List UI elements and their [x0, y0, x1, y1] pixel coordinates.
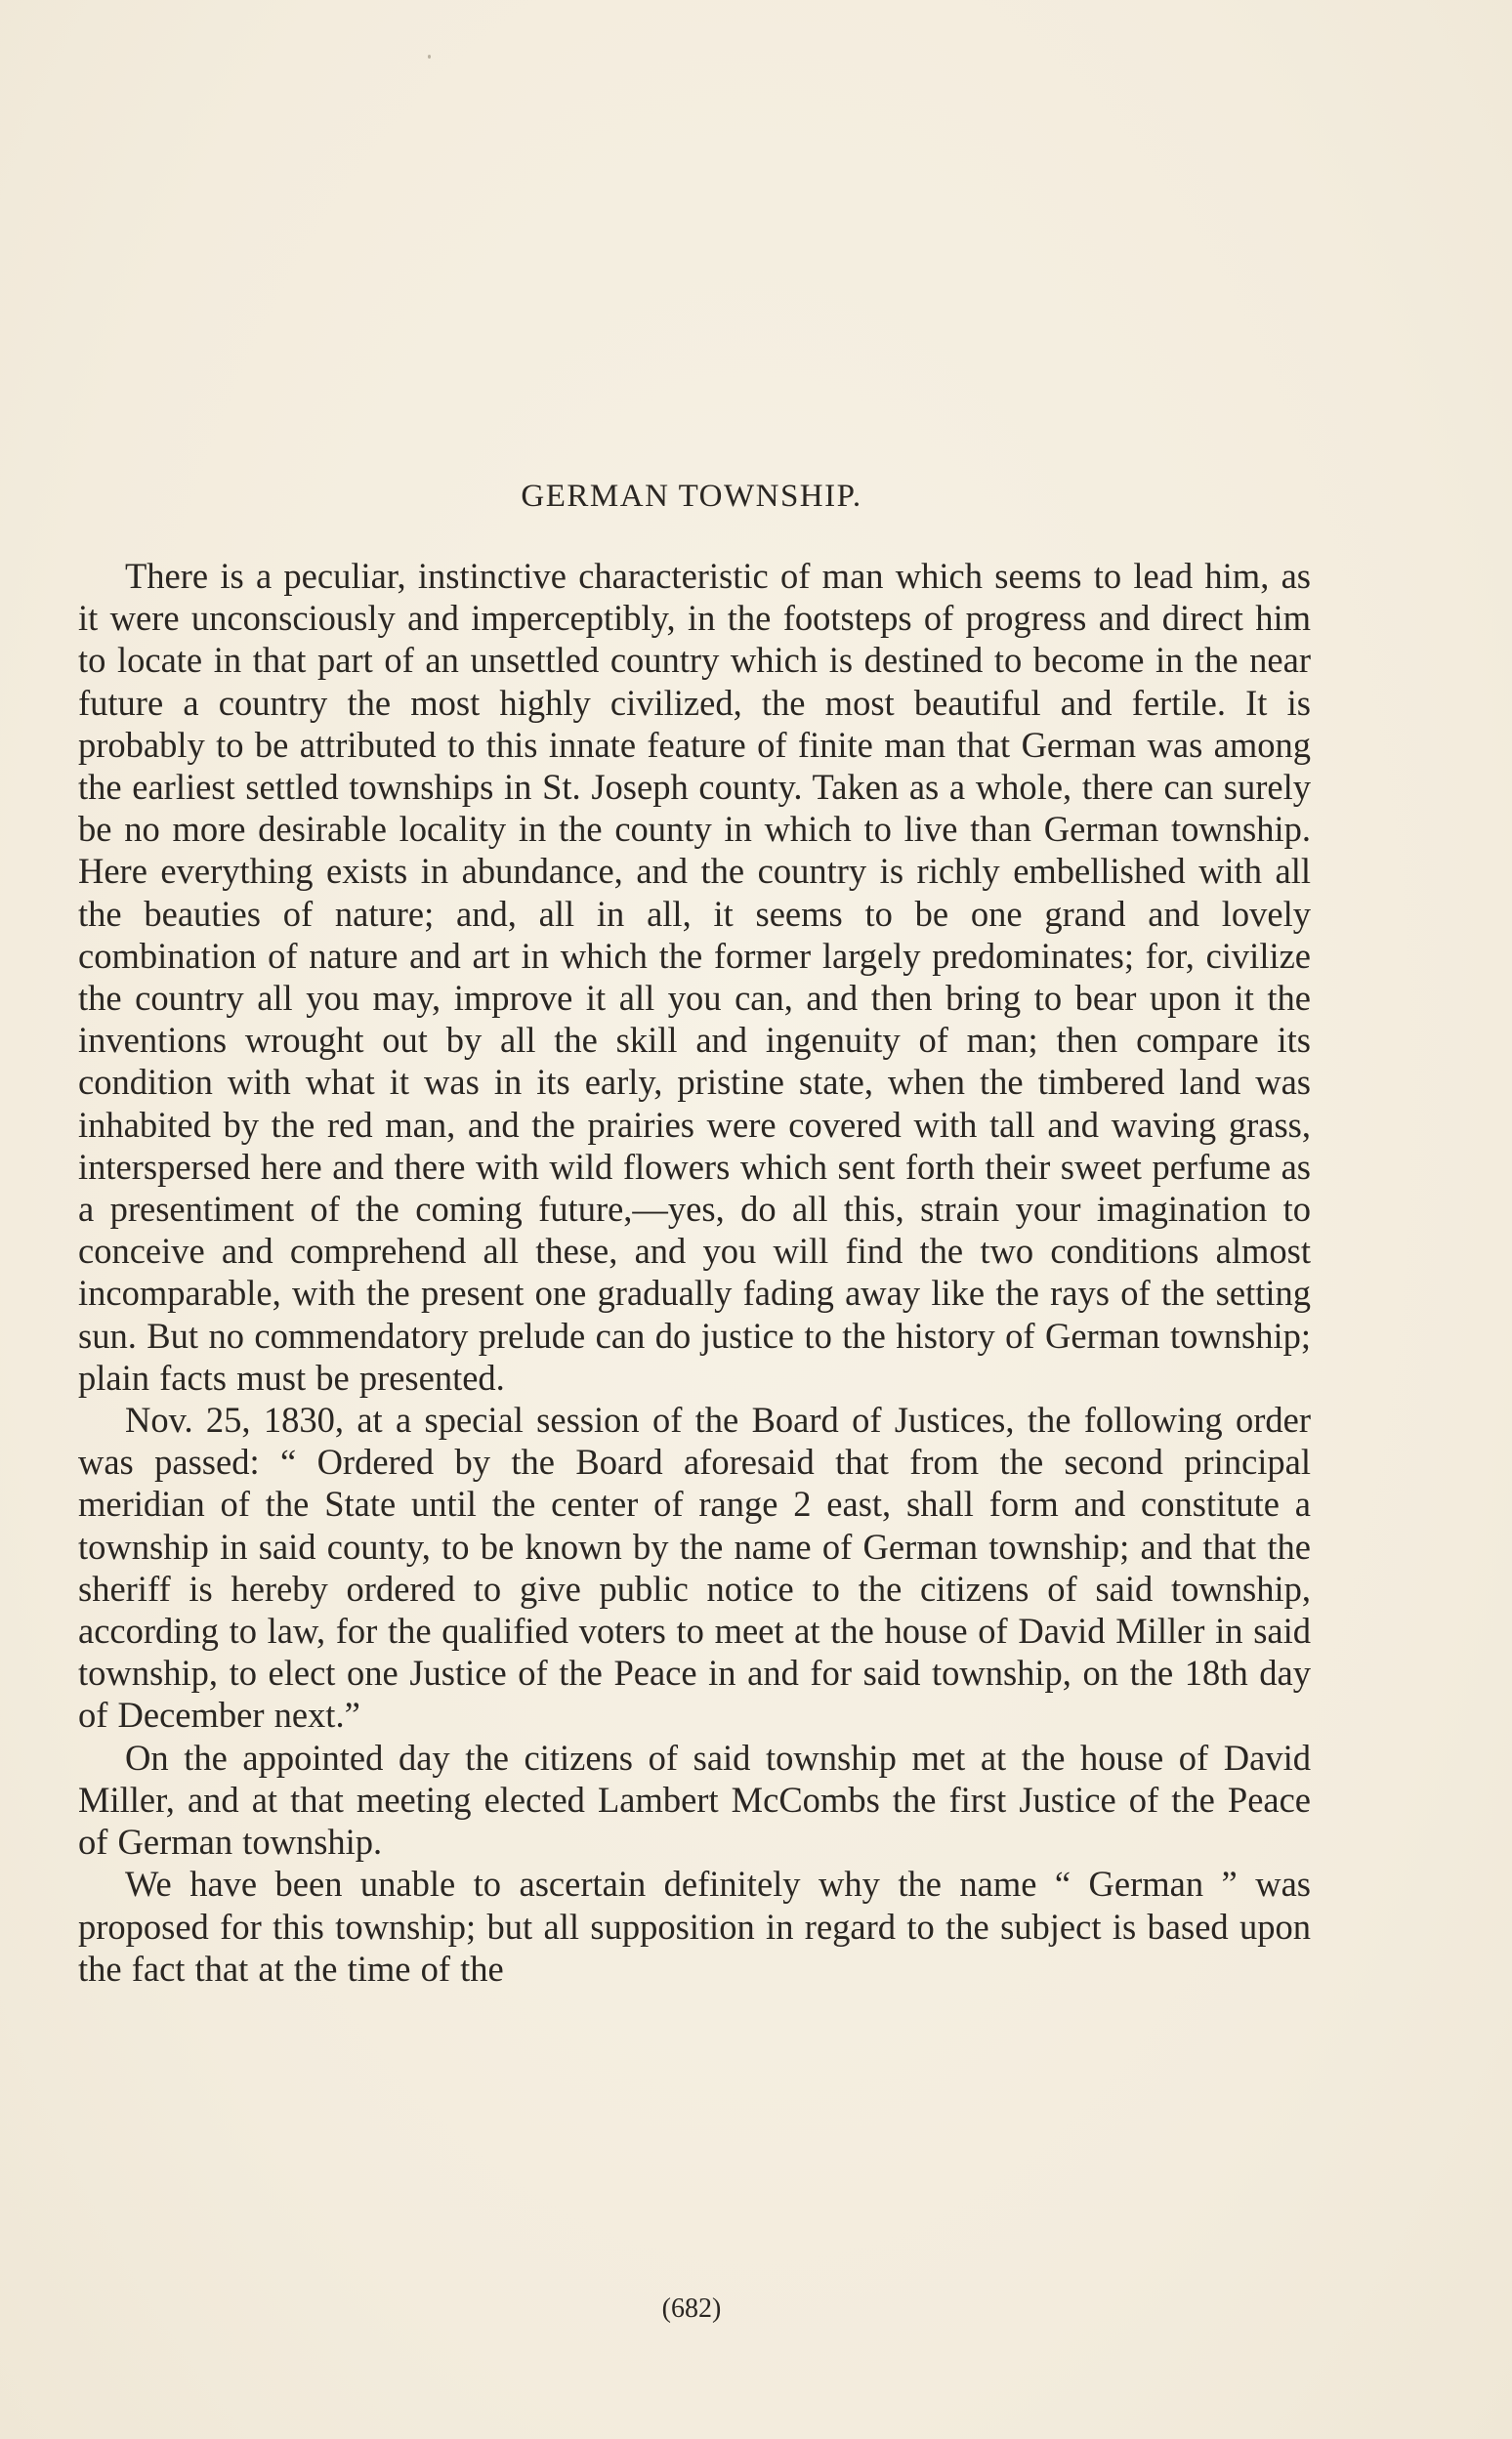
paper-speck	[428, 55, 431, 59]
body-text	[78, 555, 1311, 1990]
paragraph-election: On the appointed day the citizens of said township met at the house of David Miller, and at that meeting elected Lambert McCombs the first Justice of the Peace of German township.	[78, 1737, 1311, 1863]
page-number: (682)	[661, 2293, 722, 2324]
paragraph-name-origin: We have been unable to ascertain definitely why the name “ German ” was proposed for this township; but all supposition in regard to the subject is based upon the fact that at the time of the	[78, 1864, 1311, 1989]
paragraph-intro: There is a peculiar, instinctive characteristic of man which seems to lead him, as it were unconsciously and imperceptibly, in the footsteps of progress and direct him to locate in that part of an unsettled country which is destined to become in the near future a country the most highly civilized, the most beautiful and fertile. It is probably to be attributed to this innate feature of finite man that German was among the earliest settled townships in St. Joseph county. Taken as a whole, there can surely be no more desirable locality in the county in which to live than German township. Here everything exists in abundance, and the country is richly embellished with all the beauties of nature; and, all in all, it seems to be one grand and lovely combination of nature and art in which the former largely predominates; for, civilize the country all you may, improve it all you can, and then bring to bear upon it the inventions wrought out by all the skill and ingenuity of man; then compare its condition with what it was in its early, pristine state, when the timbered land was inhabited by the red man, and the prairies were covered with tall and waving grass, interspersed here and there with wild flowers which sent forth their sweet perfume as a presentiment of the coming future,—yes, do all this, strain your imagination to conceive and comprehend all these, and you will find the two conditions almost incomparable, with the present one gradually fading away like the rays of the setting sun. But no commendatory prelude can do justice to the history of German township; plain facts must be presented.	[78, 556, 1311, 1398]
page-title: GERMAN TOWNSHIP.	[521, 479, 862, 514]
paragraph-order: Nov. 25, 1830, at a special session of the Board of Justices, the following order was passed: “ Ordered by the Board aforesaid that from the second principal meridian of the State until the center of range 2 east, shall form and constitute a township in said county, to be known by the name of German township; and that the sheriff is hereby ordered to give public notice to the citizens of said township, according to law, for the qualified voters to meet at the house of David Miller in said township, to elect one Justice of the Peace in and for said township, on the 18th day of December next.”	[78, 1400, 1311, 1736]
